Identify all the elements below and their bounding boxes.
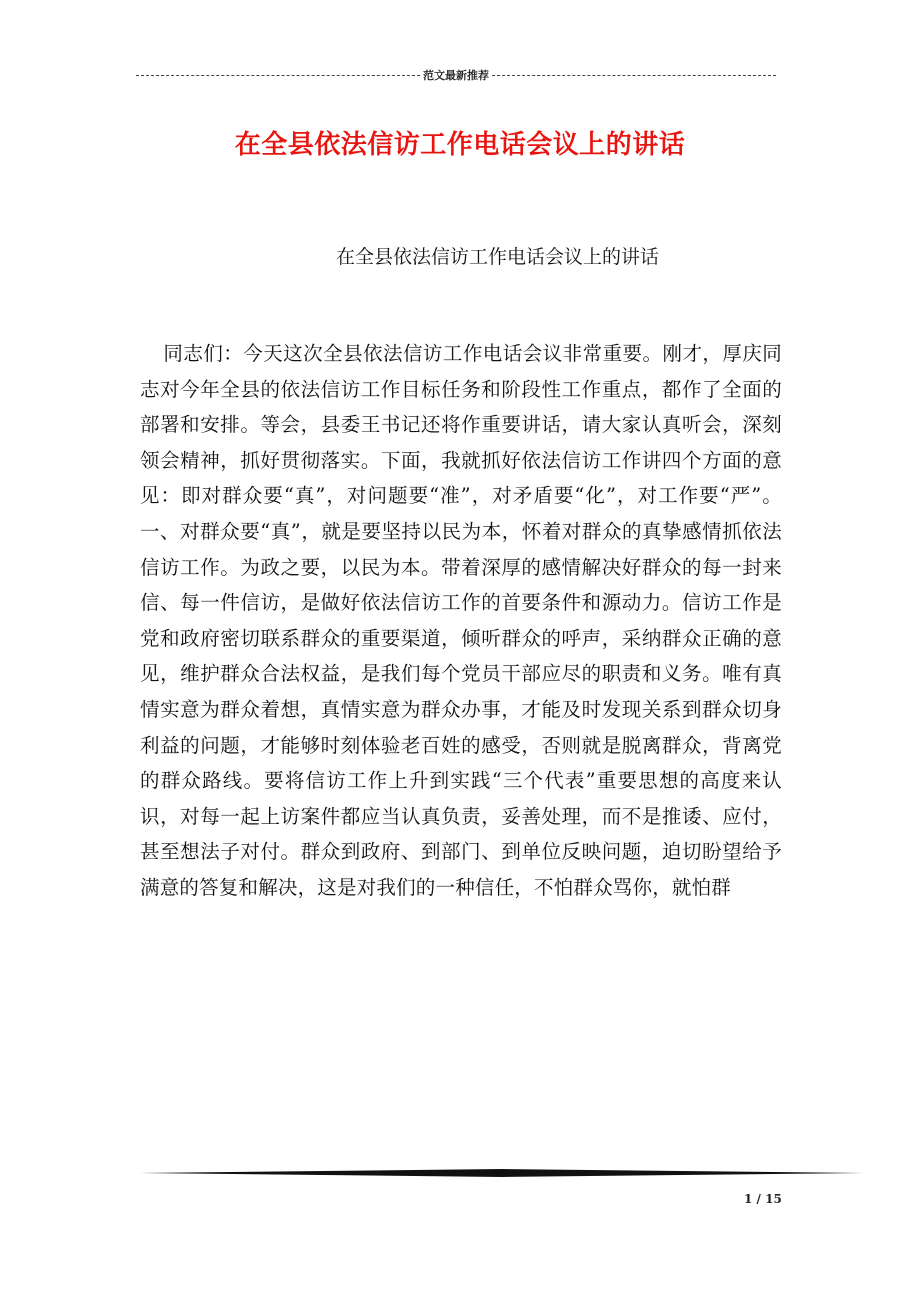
header-label: 范文最新推荐 xyxy=(423,69,489,82)
header-dash-right xyxy=(492,75,776,76)
footer-rule xyxy=(140,1169,864,1177)
header-banner xyxy=(136,67,776,83)
header-dash-left xyxy=(136,75,420,76)
document-title: 在全县依法信访工作电话会议上的讲话 xyxy=(234,130,686,160)
document-subtitle: 在全县依法信访工作电话会议上的讲话 xyxy=(336,246,660,268)
page-number: 1 / 15 xyxy=(744,1192,782,1206)
body-paragraph: 同志们：今天这次全县依法信访工作电话会议非常重要。刚才，厚庆同志对今年全县的依法信访工作目标任务和阶段性工作重点，都作了全面的部署和安排。等会，县委王书记还将作重要讲话，请大家认真听会，深刻领会精神，抓好贯彻落实。下面，我就抓好依法信访工作讲四个方面的意见：即对群众要“真”，对问题要“准”，对矛盾要“化”，对工作要“严”。一、对群众要“真”，就是要坚持以民为本，怀着对群众的真挚感情抓依法信访工作。为政之要，以民为本。带着深厚的感情解决好群众的每一封来信、每一件信访，是做好依法信访工作的首要条件和源动力。信访工作是党和政府密切联系群众的重要渠道，倾听群众的呼声，采纳群众正确的意见，维护群众合法权益，是我们每个党员干部应尽的职责和义务。唯有真情实意为群众着想，真情实意为群众办事，才能及时发现关系到群众切身利益的问题，才能够时刻体验老百姓的感受，否则就是脱离群众，背离党的群众路线。要将信访工作上升到实践“三个代表”重要思想的高度来认识，对每一起上访案件都应当认真负责，妥善处理，而不是推诿、应付，甚至想法子对付。群众到政府、到部门、到单位反映问题，迫切盼望给予满意的答复和解决，这是对我们的一种信任，不怕群众骂你，就怕群 xyxy=(140,342,782,899)
